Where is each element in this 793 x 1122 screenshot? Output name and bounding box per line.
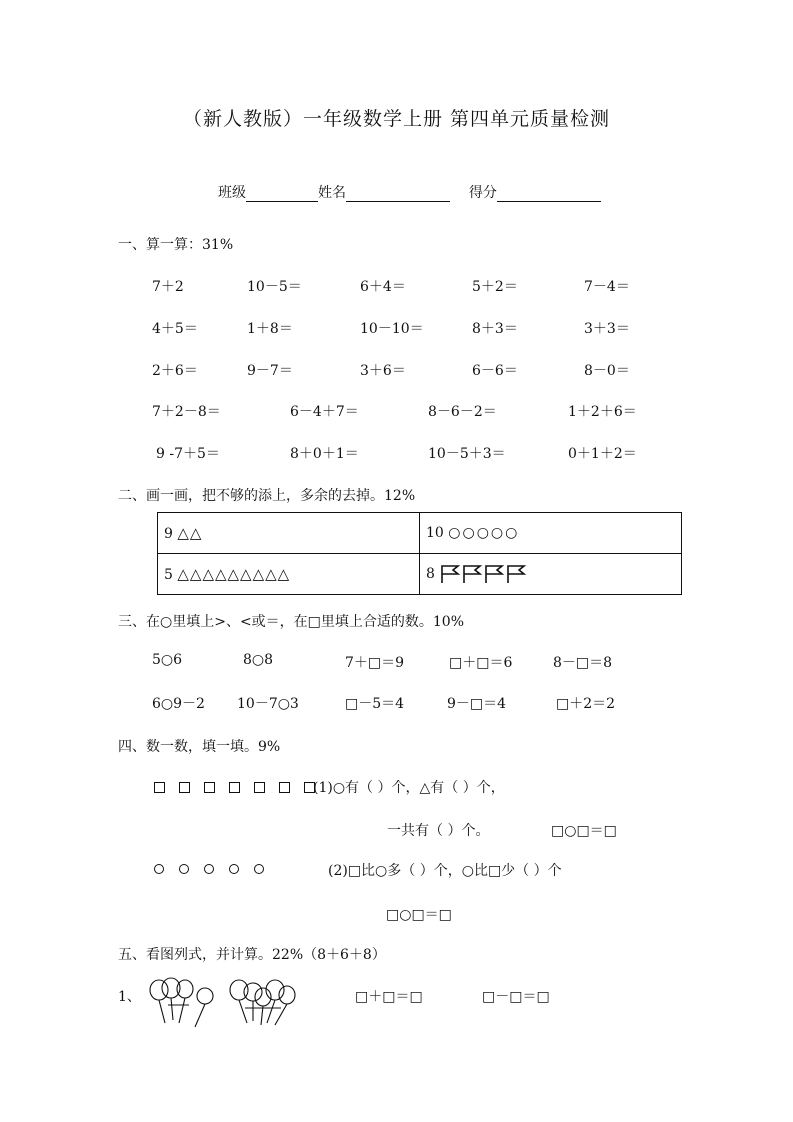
problem[interactable]: 1＋2＋6＝ xyxy=(568,404,637,420)
section1-heading: 一、算一算：31% xyxy=(118,237,234,253)
square-row xyxy=(153,779,328,795)
balloons-illustration xyxy=(145,975,305,1030)
section4-heading: 四、数一数，填一填。9% xyxy=(118,739,281,755)
comparison-problem[interactable]: □－5＝4 xyxy=(345,696,405,712)
comparison-problem[interactable]: 8○8 xyxy=(243,652,274,668)
problem[interactable]: 1＋8＝ xyxy=(247,321,293,337)
problem[interactable]: 0＋1＋2＝ xyxy=(568,446,637,462)
triangles: △△ xyxy=(177,524,203,542)
comparison-problem[interactable]: 10－7○3 xyxy=(237,696,299,712)
comparison-problem[interactable]: 5○6 xyxy=(152,652,183,668)
problem[interactable]: 4＋5＝ xyxy=(152,321,198,337)
q1b-text: 一共有（ ）个。 xyxy=(387,823,490,839)
item1-label: 1、 xyxy=(118,989,141,1005)
problem[interactable]: 10－10＝ xyxy=(360,321,424,337)
q1-formula[interactable]: □○□＝□ xyxy=(551,823,617,839)
score-field[interactable] xyxy=(497,187,601,202)
circle-icon xyxy=(204,864,214,874)
problem[interactable]: 8＋0＋1＝ xyxy=(290,446,359,462)
circles: ○○○○○ xyxy=(448,525,520,541)
circle-row xyxy=(153,861,278,877)
comparison-problem[interactable]: 8－□＝8 xyxy=(553,655,613,671)
comparison-problem[interactable]: □＋□＝6 xyxy=(449,655,513,671)
flag-icon xyxy=(439,564,461,584)
problem[interactable]: 8－6－2＝ xyxy=(428,404,497,420)
square-icon xyxy=(254,782,265,793)
problem[interactable]: 8－0＝ xyxy=(584,363,630,379)
problem[interactable]: 6－6＝ xyxy=(472,363,518,379)
q1-text: (1)○有（ ）个，△有（ ）个， xyxy=(313,780,505,796)
triangles: △△△△△△△△△ xyxy=(177,565,291,583)
q2-text: (2)□比○多（ ）个，○比□少（ ）个 xyxy=(328,863,562,879)
class-field[interactable] xyxy=(246,187,318,202)
drawing-cell-2[interactable]: 10 ○○○○○ xyxy=(420,513,682,554)
problem[interactable]: 6＋4＝ xyxy=(360,279,406,295)
flags xyxy=(439,566,527,582)
comparison-problem[interactable]: 9－□＝4 xyxy=(447,696,507,712)
circle-icon xyxy=(229,864,239,874)
drawing-cell-1[interactable]: 9 △△ xyxy=(158,513,420,554)
square-icon xyxy=(204,782,215,793)
flag-icon xyxy=(483,564,505,584)
comparison-problem[interactable]: 6○9－2 xyxy=(152,696,205,712)
name-field[interactable] xyxy=(346,187,450,202)
problem[interactable]: 6－4＋7＝ xyxy=(290,404,359,420)
comparison-problem[interactable]: 7＋□＝9 xyxy=(345,655,405,671)
problem[interactable]: 10－5＋3＝ xyxy=(428,446,506,462)
page-title: （新人教版）一年级数学上册 第四单元质量检测 xyxy=(182,108,611,130)
section2-heading: 二、画一画，把不够的添上，多余的去掉。12% xyxy=(118,488,416,504)
square-icon xyxy=(179,782,190,793)
section3-heading: 三、在○里填上>、<或＝，在□里填上合适的数。10% xyxy=(118,614,465,630)
problem[interactable]: 5＋2＝ xyxy=(472,279,518,295)
section5-heading: 五、看图列式，并计算。22%（8＋6＋8） xyxy=(118,947,386,963)
formula-subtract[interactable]: □－□＝□ xyxy=(482,989,550,1005)
class-label: 班级 xyxy=(218,185,246,201)
square-icon xyxy=(229,782,240,793)
square-icon xyxy=(279,782,290,793)
drawing-table xyxy=(157,512,682,595)
circle-icon xyxy=(179,864,189,874)
q2-formula[interactable]: □○□＝□ xyxy=(386,907,452,923)
problem[interactable]: 9－7＝ xyxy=(247,363,293,379)
drawing-cell-3[interactable]: 5 △△△△△△△△△ xyxy=(158,554,420,595)
problem[interactable]: 2＋6＝ xyxy=(152,363,198,379)
problem[interactable]: 10－5＝ xyxy=(247,279,302,295)
circle-icon xyxy=(154,864,164,874)
flag-icon xyxy=(461,564,483,584)
problem[interactable]: 7＋2 xyxy=(152,279,184,295)
circle-icon xyxy=(254,864,264,874)
name-label: 姓名 xyxy=(318,185,346,201)
problem[interactable]: 3＋6＝ xyxy=(360,363,406,379)
score-label: 得分 xyxy=(468,185,497,201)
problem[interactable]: 7＋2－8＝ xyxy=(152,404,221,420)
header-fields xyxy=(218,182,601,202)
square-icon xyxy=(154,782,165,793)
flag-icon xyxy=(505,564,527,584)
problem[interactable]: 3＋3＝ xyxy=(584,321,630,337)
problem[interactable]: 7－4＝ xyxy=(584,279,630,295)
drawing-cell-4[interactable]: 8 xyxy=(420,554,682,595)
formula-add[interactable]: □＋□＝□ xyxy=(355,989,423,1005)
problem[interactable]: 9 -7＋5＝ xyxy=(156,446,220,462)
problem[interactable]: 8＋3＝ xyxy=(472,321,518,337)
comparison-problem[interactable]: □＋2＝2 xyxy=(556,696,616,712)
